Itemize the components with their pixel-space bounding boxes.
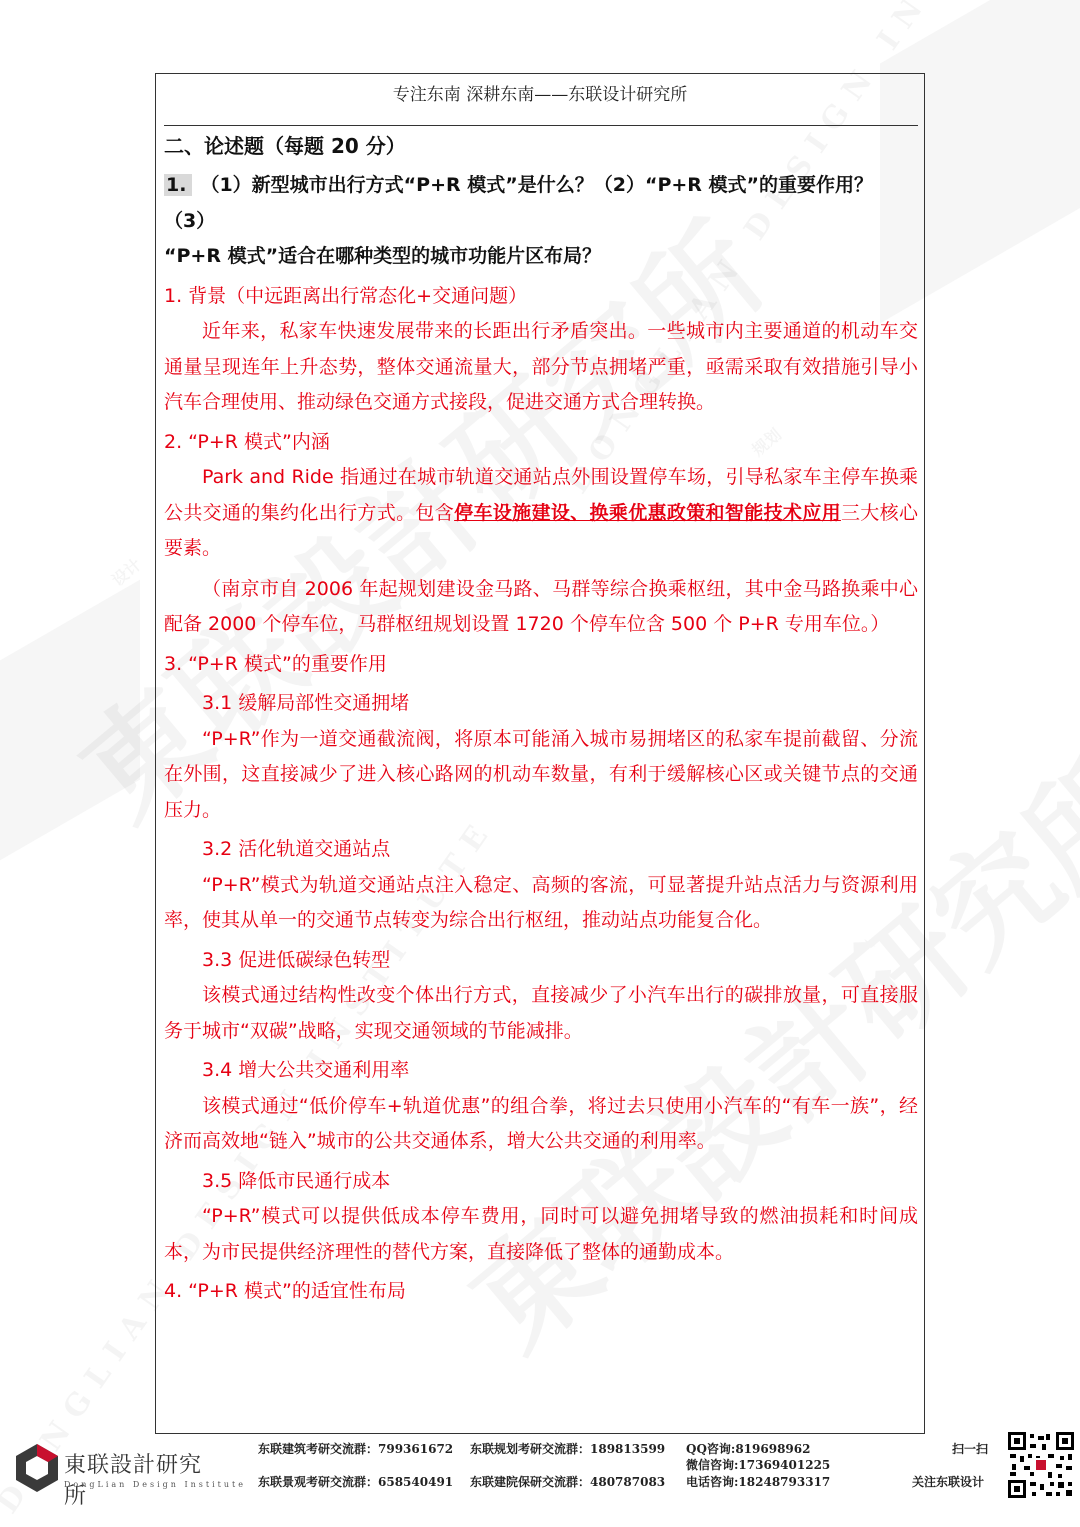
group-landscape: 东联景观考研交流群：658540491	[258, 1475, 454, 1489]
group-architecture: 东联建筑考研交流群：799361672	[258, 1442, 454, 1456]
follow-label: 关注东联设计	[912, 1475, 985, 1489]
page-footer	[0, 1432, 1080, 1527]
document-body	[164, 128, 918, 1310]
question	[164, 168, 918, 275]
header-divider	[164, 125, 918, 126]
paragraph-definition	[164, 460, 918, 567]
subheading-congestion: 3.1 缓解局部性交通拥堵	[202, 692, 410, 714]
question-line2: “P+R 模式”适合在哪种类型的城市功能片区布局？	[164, 245, 602, 267]
watermark-logo-shape	[0, 580, 140, 861]
question-number: 1.	[164, 174, 192, 196]
qq-contact: QQ咨询:819698962	[686, 1442, 811, 1456]
logo-name: 東联設計研究所	[64, 1453, 203, 1509]
logo-english: DongLian Design Institute	[64, 1480, 246, 1489]
subheading-stations: 3.2 活化轨道交通站点	[202, 838, 391, 860]
watermark-label	[106, 552, 145, 590]
paragraph-public-transit: 该模式通过“低价停车+轨道优惠”的组合拳，将过去只使用小汽车的“有车一族”，经济而高效地“链入”城市的公共交通体系，增大公共交通的利用率。	[164, 1094, 918, 1152]
cube-logo-icon	[14, 1442, 60, 1494]
brand-logo	[12, 1440, 246, 1509]
qr-code-icon[interactable]	[1008, 1432, 1074, 1498]
heading-layout: 4. “P+R 模式”的适宜性布局	[164, 1280, 406, 1302]
question-line1: （1）新型城市出行方式“P+R 模式”是什么？（2）“P+R 模式”的重要作用？（3）	[164, 174, 874, 232]
phone-contact: 电话咨询:18248793317	[686, 1475, 831, 1489]
paragraph-congestion: “P+R”作为一道交通截流阀，将原本可能涌入城市易拥堵区的私家车提前截留、分流在外围，这直接减少了进入核心路网的机动车数量，有利于缓解核心区或关键节点的交通压力。	[164, 727, 918, 821]
key-elements-emphasis: 停车设施建设、换乘优惠政策和智能技术应用	[454, 501, 841, 524]
subheading-low-carbon: 3.3 促进低碳绿色转型	[202, 948, 391, 971]
group-planning: 东联规划考研交流群：189813599	[470, 1442, 666, 1456]
heading-importance: 3. “P+R 模式”的重要作用	[164, 652, 387, 675]
scan-label: 扫一扫	[952, 1442, 989, 1456]
heading-background: 1. 背景（中远距离出行常态化+交通问题）	[164, 284, 528, 307]
wechat-contact: 微信咨询:17369401225	[686, 1458, 831, 1472]
definition-text: Park and Ride 指通过在城市轨道交通站点外围设置停车场，引导私家车主停车换乘公共交通的集约化出行方式。包含	[164, 466, 918, 524]
section-title: 二、论述题（每题 20 分）	[164, 134, 406, 158]
paragraph-example: （南京市自 2006 年起规划建设金马路、马群等综合换乘枢纽，其中金马路换乘中心配备 2000 个停车位，马群枢纽规划设置 1720 个停车位含 500 个 P+R 专用车位。）	[164, 577, 918, 635]
subheading-cost: 3.5 降低市民通行成本	[202, 1169, 391, 1192]
paragraph-background: 近年来，私家车快速发展带来的长距出行矛盾突出。一些城市内主要通道的机动车交通量呈现连年上升态势，整体交通流量大，部分节点拥堵严重，亟需采取有效措施引导小汽车合理使用、推动绿色交通方式接段，促进交通方式合理转换。	[164, 320, 918, 413]
paragraph-stations: “P+R”模式为轨道交通站点注入稳定、高频的客流，可显著提升站点活力与资源利用率，使其从单一的交通节点转变为综合出行枢纽，推动站点功能复合化。	[164, 873, 918, 931]
heading-definition: 2. “P+R 模式”内涵	[164, 430, 330, 453]
paragraph-cost: “P+R”模式可以提供低成本停车费用，同时可以避免拥堵导致的燃油损耗和时间成本，为市民提供经济理性的替代方案，直接降低了整体的通勤成本。	[164, 1205, 918, 1263]
document-frame	[155, 73, 925, 1434]
paragraph-low-carbon: 该模式通过结构性改变个体出行方式，直接减少了小汽车出行的碳排放量，可直接服务于城市“双碳”战略，实现交通领域的节能减排。	[164, 984, 918, 1042]
subheading-public-transit: 3.4 增大公共交通利用率	[202, 1059, 410, 1081]
definition-text-end: 三大核心要素。	[164, 501, 918, 559]
page-header: 专注东南 深耕东南——东联设计研究所	[392, 85, 688, 105]
group-postgrad: 东联建院保研交流群：480787083	[470, 1475, 666, 1489]
